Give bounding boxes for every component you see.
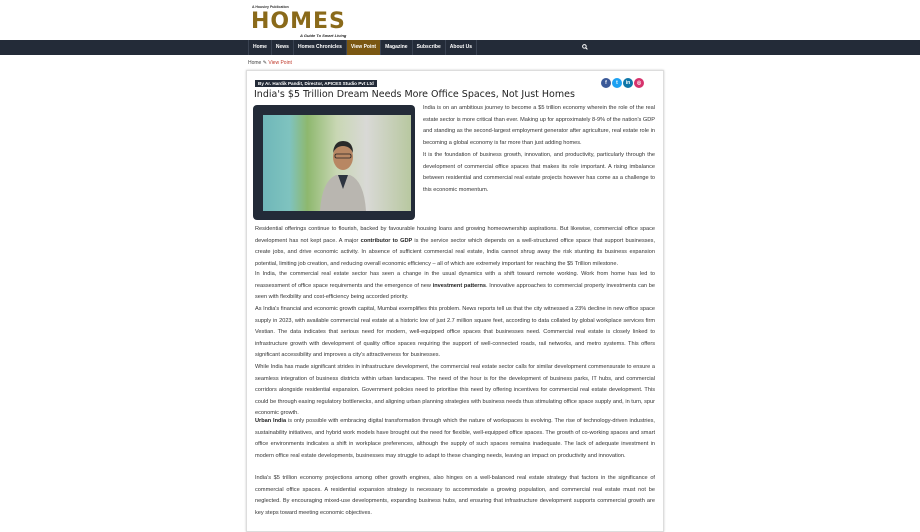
article-title: India's $5 Trillion Dream Needs More Office Spaces, Not Just Homes [254, 89, 575, 100]
pencil-icon: ✎ [262, 60, 267, 66]
text: is only possible with embracing digital transformation through which the nature of workspaces is evolving. The rise of technology-driven industries, sustainability initiatives, and hybrid work models have brought out the need for flexible, well-equipped office spaces. The growth of co-working spaces and smart office environments indicates a shift in workplace preferences, although the supply of such spaces remains inadequate. The lack of adequate investment in modern office real estate developments, businesses may struggle to adapt to these changing needs, leaving an impact on productivity and innovation. [255, 418, 655, 459]
paragraph-7 [255, 416, 655, 462]
text: In India, the commercial real estate sector has seen a change in the usual dynamics with a shift toward remote working. Work from home has led to reassessment of office space requirements and the emergence of new [255, 271, 655, 289]
logo-wordmark: HOMES [251, 9, 346, 34]
nav-magazine[interactable]: Magazine [380, 40, 412, 55]
paragraph-2: It is the foundation of business growth, innovation, and productivity, particularly through the development of commercial office spaces that makes its role important. A rising imbalance between residential and commercial real estate projects however has come as a challenge to this economic momentum. [423, 152, 655, 193]
paragraph-6: While India has made significant strides in infrastructure development, the commercial real estate sector calls for similar development commensurate to ensure a seamless integration of business districts within urban landscapes. The need of the hour is for the development of business parks, IT hubs, and commercial corridors alongside residential expansion. Government policies need to prioritise this need by offering incentives for commercial real estate development. This could be through easing regulatory bottlenecks, and aligning urban planning strategies with business needs thus stimulating office space supply and, in turn, spur economic growth. [255, 364, 655, 417]
breadcrumb-home[interactable]: Home [248, 60, 262, 66]
paragraph-4 [255, 269, 655, 304]
nav-view-point[interactable]: View Point [346, 40, 380, 55]
nav-news[interactable]: News [271, 40, 293, 55]
main-nav [0, 40, 920, 55]
paragraph-8: India's $5 trillion economy projections among other growth engines, also hinges on a well-balanced real estate strategy that factors in the significance of commercial office spaces. A residential expansion strategy is necessary to accommodate a growing population, and commercial real estate must not be neglected. By encouraging mixed-use developments, expanding business hubs, and ensuring that infrastructure development supports commercial growth are key steps toward meeting economic objectives. [255, 475, 655, 516]
social-share [601, 78, 644, 88]
text: is the service sector which depends on a well-structured office space that support businesses, create jobs, and drive economic activity. In absence of sufficient commercial real estate, India cannot shrug away the risk stunting its business expansion potential, limiting job creation, and reducing overall economic efficiency – all of which are extremely important for reaching the $5 Trillion milestone. [255, 237, 656, 267]
nav-about-us[interactable]: About Us [445, 40, 477, 55]
author-portrait [318, 129, 368, 211]
instagram-icon[interactable]: ◎ [634, 78, 644, 88]
homes-logo[interactable] [251, 5, 351, 38]
breadcrumb [248, 60, 292, 66]
article-byline: By Ar. Hardik Pandit, Director, APICES Studio Pvt Ltd [255, 80, 377, 87]
facebook-icon[interactable]: f [601, 78, 611, 88]
breadcrumb-current[interactable]: View Point [268, 60, 292, 66]
text: . Innovative approaches to commercial property investments can be seen with flexibility and cost-efficiency being accorded priority. [255, 282, 656, 301]
search-icon[interactable] [582, 44, 588, 50]
logo-tagline: A Guide To Smart Living [300, 33, 347, 38]
link-contributor-to-gdp[interactable]: contributor to GDP [360, 237, 413, 244]
text: Residential offerings continue to flourish, backed by favourable housing loans and growing homeownership aspirations. But likewise, commercial office space development has not kept pace. A major [255, 226, 655, 244]
link-investment-patterns[interactable]: investment patterns [432, 282, 486, 289]
nav-homes-chronicles[interactable]: Homes Chronicles [293, 40, 346, 55]
paragraph-5: As India's financial and economic growth capital, Mumbai exemplifies this problem. News reports tell us that the city witnessed a 23% decline in new office space supply in 2023, with available commercial real estate at a historic low of just 2.7 million square feet, according to data collated by global workplace services firm Vestian. The data indicates that serious need for modern, well-equipped office spaces that businesses need. Commercial real estate is closely linked to infrastructure growth with development of quality office spaces requiring the support of well-connected roads, rail networks, and metro systems. This offers significant accessibility and improves a city's attractiveness for businesses. [255, 306, 655, 359]
twitter-icon[interactable]: t [612, 78, 622, 88]
paragraph-3 [255, 224, 655, 270]
nav-home[interactable]: Home [248, 40, 271, 55]
nav-subscribe[interactable]: Subscribe [412, 40, 445, 55]
paragraph-1: India is on an ambitious journey to become a $5 trillion economy wherein the role of the real estate sector is more critical than ever. Making up for approximately 8-9% of the nation's GDP and standing as the second-largest employment generator after agriculture, real estate role in becoming a global economy is far more than just adding homes. [423, 105, 655, 146]
publisher-label: A Housiey Publication [252, 5, 289, 9]
link-urban-india[interactable]: Urban India [255, 418, 287, 424]
linkedin-icon[interactable]: in [623, 78, 633, 88]
author-photo [253, 105, 415, 220]
